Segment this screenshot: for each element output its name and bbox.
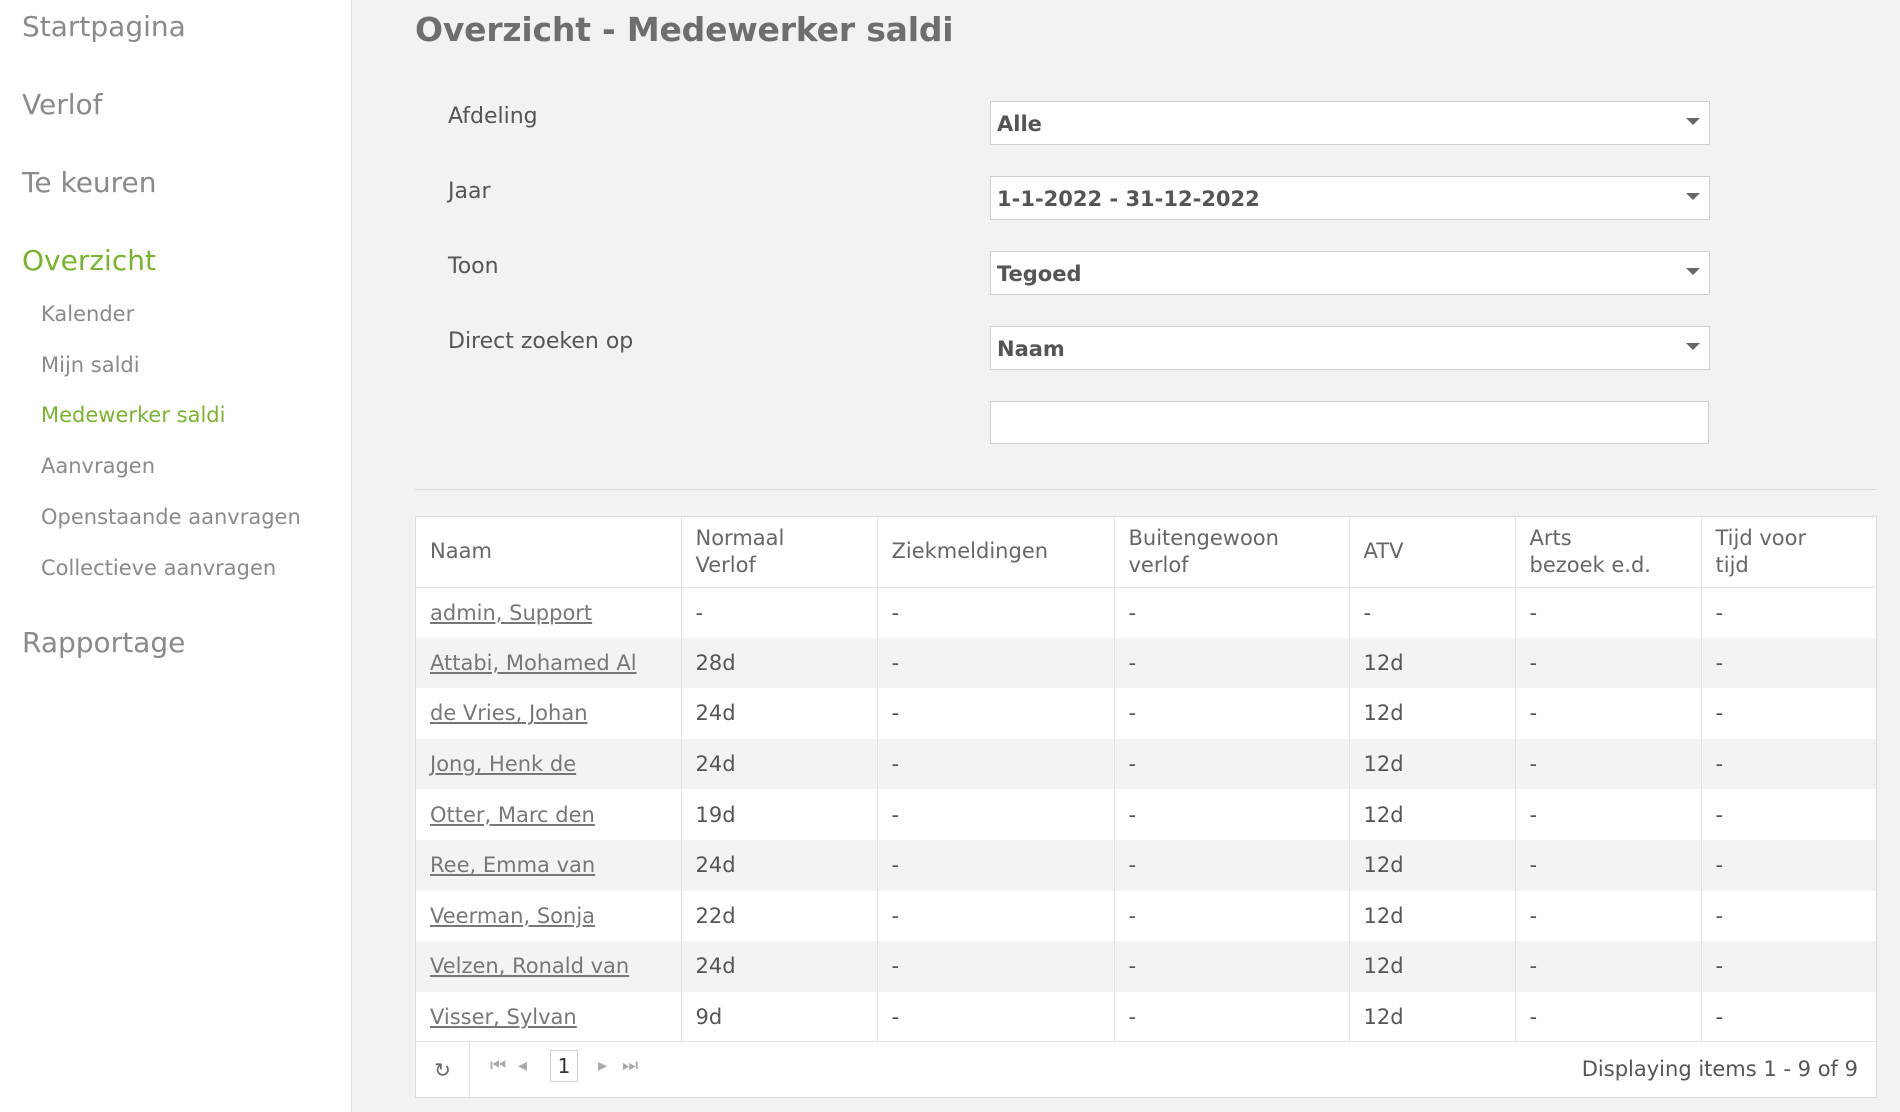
nav-medewerker-saldi[interactable]: Medewerker saldi — [41, 403, 226, 427]
page-title: Overzicht - Medewerker saldi — [415, 10, 954, 49]
col-naam[interactable]: Naam — [416, 517, 681, 587]
cell-arts: - — [1515, 739, 1701, 790]
cell-buiten: - — [1114, 789, 1349, 840]
cell-atv: 12d — [1349, 840, 1515, 891]
first-page-icon[interactable]: ⏮ — [490, 1055, 507, 1076]
cell-arts: - — [1515, 688, 1701, 739]
cell-normaal: 28d — [681, 638, 877, 689]
cell-normaal: 19d — [681, 789, 877, 840]
cell-arts: - — [1515, 587, 1701, 638]
next-page-icon[interactable]: ▸ — [598, 1055, 608, 1076]
employee-link[interactable]: Velzen, Ronald van — [430, 954, 630, 979]
nav-kalender[interactable]: Kalender — [41, 302, 135, 326]
chevron-down-icon — [1686, 343, 1700, 350]
table-row — [416, 941, 1876, 992]
col-ziekmeldingen[interactable]: Ziekmeldingen — [877, 517, 1114, 587]
cell-normaal: 24d — [681, 840, 877, 891]
direct-zoeken-label: Direct zoeken op — [448, 329, 634, 354]
sidebar — [0, 0, 352, 1112]
toon-select[interactable] — [990, 251, 1710, 295]
page-number-input[interactable]: 1 — [550, 1050, 578, 1082]
nav-overzicht[interactable]: Overzicht — [22, 244, 156, 277]
cell-arts: - — [1515, 941, 1701, 992]
cell-normaal: 24d — [681, 688, 877, 739]
col-tijd-voor-tijd[interactable]: Tijd voor tijd — [1701, 517, 1876, 587]
employee-link[interactable]: de Vries, Johan — [430, 701, 588, 726]
cell-normaal: 24d — [681, 941, 877, 992]
saldi-table — [416, 517, 1877, 1042]
cell-ziek: - — [877, 789, 1114, 840]
afdeling-label: Afdeling — [448, 104, 538, 129]
cell-ziek: - — [877, 739, 1114, 790]
nav-collectieve-aanvragen[interactable]: Collectieve aanvragen — [41, 556, 277, 580]
direct-zoeken-select[interactable] — [990, 326, 1710, 370]
nav-aanvragen[interactable]: Aanvragen — [41, 454, 156, 478]
search-input[interactable] — [990, 401, 1709, 444]
cell-atv: 12d — [1349, 992, 1515, 1043]
cell-buiten: - — [1114, 891, 1349, 942]
nav-rapportage[interactable]: Rapportage — [22, 626, 186, 659]
last-page-icon[interactable]: ⏭ — [622, 1055, 639, 1076]
cell-arts: - — [1515, 992, 1701, 1043]
table-header-row — [416, 517, 1876, 587]
cell-buiten: - — [1114, 992, 1349, 1043]
nav-openstaande-aanvragen[interactable]: Openstaande aanvragen — [41, 505, 301, 529]
cell-ziek: - — [877, 688, 1114, 739]
cell-normaal: 22d — [681, 891, 877, 942]
chevron-down-icon — [1686, 268, 1700, 275]
toon-value: Tegoed — [997, 262, 1082, 286]
toon-label: Toon — [448, 254, 499, 279]
table-row — [416, 891, 1876, 942]
table-row — [416, 587, 1876, 638]
cell-ziek: - — [877, 840, 1114, 891]
cell-normaal: - — [681, 587, 877, 638]
afdeling-value: Alle — [997, 112, 1042, 136]
nav-mijn-saldi[interactable]: Mijn saldi — [41, 353, 140, 377]
cell-buiten: - — [1114, 840, 1349, 891]
cell-buiten: - — [1114, 739, 1349, 790]
nav-startpagina[interactable]: Startpagina — [22, 10, 186, 43]
cell-ziek: - — [877, 891, 1114, 942]
cell-atv: 12d — [1349, 789, 1515, 840]
cell-buiten: - — [1114, 587, 1349, 638]
table-row — [416, 688, 1876, 739]
cell-arts: - — [1515, 789, 1701, 840]
cell-tvt: - — [1701, 891, 1876, 942]
direct-zoeken-value: Naam — [997, 337, 1065, 361]
employee-link[interactable]: Jong, Henk de — [430, 752, 577, 777]
nav-verlof[interactable]: Verlof — [22, 88, 103, 121]
pager — [416, 1041, 1876, 1097]
pager-info: Displaying items 1 - 9 of 9 — [1581, 1057, 1858, 1081]
cell-tvt: - — [1701, 739, 1876, 790]
cell-atv: 12d — [1349, 941, 1515, 992]
table-row — [416, 840, 1876, 891]
cell-buiten: - — [1114, 638, 1349, 689]
cell-ziek: - — [877, 638, 1114, 689]
refresh-icon[interactable]: ↻ — [416, 1042, 470, 1097]
cell-atv: 12d — [1349, 638, 1515, 689]
divider — [415, 489, 1876, 490]
col-buitengewoon-verlof[interactable]: Buitengewoon verlof — [1114, 517, 1349, 587]
jaar-label: Jaar — [448, 179, 491, 204]
cell-ziek: - — [877, 587, 1114, 638]
employee-link[interactable]: Attabi, Mohamed Al — [430, 650, 637, 675]
employee-link[interactable]: Otter, Marc den — [430, 802, 595, 827]
cell-atv: 12d — [1349, 739, 1515, 790]
cell-tvt: - — [1701, 840, 1876, 891]
nav-te-keuren[interactable]: Te keuren — [22, 166, 157, 199]
cell-arts: - — [1515, 840, 1701, 891]
employee-link[interactable]: admin, Support — [430, 600, 593, 625]
saldi-grid — [415, 516, 1877, 1098]
cell-atv: - — [1349, 587, 1515, 638]
jaar-select[interactable] — [990, 176, 1710, 220]
main-content — [353, 0, 1900, 1112]
col-normaal-verlof[interactable]: Normaal Verlof — [681, 517, 877, 587]
employee-link[interactable]: Veerman, Sonja — [430, 903, 596, 928]
afdeling-select[interactable] — [990, 101, 1710, 145]
table-row — [416, 992, 1876, 1043]
employee-link[interactable]: Ree, Emma van — [430, 853, 596, 878]
table-row — [416, 739, 1876, 790]
cell-tvt: - — [1701, 992, 1876, 1043]
cell-ziek: - — [877, 992, 1114, 1043]
cell-arts: - — [1515, 891, 1701, 942]
chevron-down-icon — [1686, 118, 1700, 125]
cell-ziek: - — [877, 941, 1114, 992]
col-atv[interactable]: ATV — [1349, 517, 1515, 587]
table-row — [416, 789, 1876, 840]
cell-tvt: - — [1701, 941, 1876, 992]
cell-tvt: - — [1701, 789, 1876, 840]
cell-tvt: - — [1701, 688, 1876, 739]
employee-link[interactable]: Visser, Sylvan — [430, 1005, 577, 1030]
cell-normaal: 24d — [681, 739, 877, 790]
cell-tvt: - — [1701, 587, 1876, 638]
cell-atv: 12d — [1349, 891, 1515, 942]
cell-normaal: 9d — [681, 992, 877, 1043]
chevron-down-icon — [1686, 193, 1700, 200]
jaar-value: 1-1-2022 - 31-12-2022 — [997, 187, 1260, 211]
cell-buiten: - — [1114, 688, 1349, 739]
cell-atv: 12d — [1349, 688, 1515, 739]
cell-buiten: - — [1114, 941, 1349, 992]
prev-page-icon[interactable]: ◂ — [518, 1055, 528, 1076]
col-arts-bezoek[interactable]: Arts bezoek e.d. — [1515, 517, 1701, 587]
table-row — [416, 638, 1876, 689]
cell-arts: - — [1515, 638, 1701, 689]
cell-tvt: - — [1701, 638, 1876, 689]
